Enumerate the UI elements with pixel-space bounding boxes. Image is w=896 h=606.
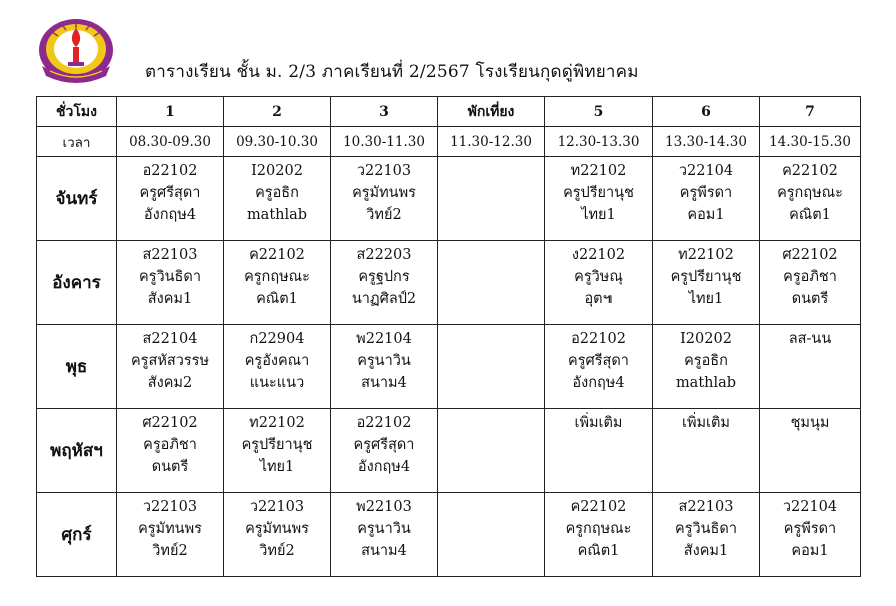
time-cell [331, 127, 438, 157]
subject-name: ดนตรี [151, 459, 189, 475]
period-number: 2 [272, 103, 282, 120]
teacher-name: ครูนาวิน [357, 353, 411, 369]
subject-code: ค22102 [782, 163, 838, 179]
subject-name: สังคม1 [147, 291, 193, 307]
teacher-name: ครูอังคณา [244, 353, 310, 369]
subject-code: ท22102 [570, 163, 627, 179]
subject-name: วิทย์2 [152, 543, 188, 559]
time-range: 14.30-15.30 [769, 133, 851, 150]
time-range: 12.30-13.30 [557, 133, 640, 150]
class-cell [331, 241, 438, 325]
teacher-name: ครูพีรดา [783, 521, 837, 537]
class-cell [438, 493, 545, 577]
subject-code: ศ22102 [782, 247, 838, 263]
teacher-name: ครูปรียานุช [241, 437, 313, 453]
time-cell [653, 127, 760, 157]
teacher-name: ครูศรีสุดา [139, 185, 201, 201]
subject-code: ส22203 [356, 247, 412, 263]
school-logo [36, 16, 116, 84]
class-cell [760, 493, 861, 577]
class-cell [760, 157, 861, 241]
subject-code: ส22103 [678, 499, 734, 515]
timetable-body [37, 97, 861, 577]
day-name-cell [37, 157, 117, 241]
time-cell [545, 127, 653, 157]
day-name-cell [37, 409, 117, 493]
subject-name: คณิต1 [256, 291, 298, 307]
day-row [37, 493, 861, 577]
teacher-name: ครูพีรดา [679, 185, 733, 201]
subject-name: วิทย์2 [259, 543, 295, 559]
subject-code: พ22104 [356, 331, 412, 347]
teacher-name: ครูปรียานุช [563, 185, 634, 201]
subject-name: ไทย1 [259, 459, 295, 475]
class-cell [331, 157, 438, 241]
subject-code: ว22103 [249, 499, 305, 515]
activity-label: ลส-นน [788, 331, 832, 347]
period-header-cell [117, 97, 224, 127]
time-range: 08.30-09.30 [129, 133, 211, 150]
subject-name: วิทย์2 [366, 207, 402, 223]
period-number: 5 [593, 103, 604, 120]
subject-code: ส22104 [142, 331, 198, 347]
activity-label: เพิ่มเติม [574, 415, 623, 431]
day-name: อังคาร [52, 272, 101, 293]
subject-name: สังคม1 [683, 543, 729, 559]
day-row [37, 241, 861, 325]
period-header-cell [760, 97, 861, 127]
class-cell [545, 409, 653, 493]
day-name: พฤหัสฯ [50, 440, 103, 461]
subject-code: ว22103 [142, 499, 198, 515]
subject-code: ก22904 [249, 331, 305, 347]
day-row [37, 325, 861, 409]
class-cell [653, 325, 760, 409]
subject-code: พ22103 [356, 499, 412, 515]
subject-name: สังคม2 [147, 375, 193, 391]
class-cell [438, 241, 545, 325]
time-range: 11.30-12.30 [450, 133, 532, 150]
day-name-cell [37, 241, 117, 325]
subject-code: ง22102 [571, 247, 626, 263]
class-cell [224, 241, 331, 325]
class-cell [224, 325, 331, 409]
time-range: 10.30-11.30 [343, 133, 425, 150]
class-cell [438, 325, 545, 409]
teacher-name: ครูศรีสุดา [353, 437, 415, 453]
class-cell [224, 493, 331, 577]
class-cell [117, 157, 224, 241]
class-cell [224, 409, 331, 493]
class-cell [331, 325, 438, 409]
subject-name: ไทย1 [581, 207, 616, 223]
period-header-cell [545, 97, 653, 127]
subject-code: I20202 [251, 163, 303, 179]
time-cell [224, 127, 331, 157]
teacher-name: ครูมัทนพร [352, 185, 416, 201]
teacher-name: ครูอภิชา [783, 269, 837, 285]
subject-name: อุต๚ [584, 291, 613, 307]
period-header-cell [331, 97, 438, 127]
period-header-cell [224, 97, 331, 127]
time-label-cell [37, 127, 117, 157]
subject-name: คอม1 [791, 543, 829, 559]
class-cell [760, 325, 861, 409]
teacher-name: ครูนาวิน [357, 521, 411, 537]
subject-name: สนาม4 [361, 543, 407, 559]
day-name: จันทร์ [55, 188, 98, 209]
period-header-cell [438, 97, 545, 127]
subject-name: อังกฤษ4 [143, 207, 197, 223]
teacher-name: ครูกฤษณะ [777, 185, 843, 201]
subject-name: อังกฤษ4 [572, 375, 625, 391]
class-cell [117, 325, 224, 409]
day-name: พุธ [65, 356, 88, 377]
period-number: 3 [379, 103, 389, 120]
subject-code: ท22102 [678, 247, 734, 263]
subject-name: อังกฤษ4 [357, 459, 411, 475]
subject-code: ส22103 [142, 247, 198, 263]
class-cell [760, 409, 861, 493]
class-cell [545, 241, 653, 325]
class-cell [653, 157, 760, 241]
page-title: ตารางเรียน ชั้น ม. 2/3 ภาคเรียนที่ 2/2567 โรงเรียนกุดดู่พิทยาคม [145, 62, 639, 82]
subject-code: I20202 [680, 331, 732, 347]
teacher-name: ครูวินธิดา [139, 269, 201, 285]
period-number: 6 [701, 103, 711, 120]
header-corner-cell [37, 97, 117, 127]
period-number: 7 [805, 103, 815, 120]
teacher-name: ครูมัทนพร [245, 521, 309, 537]
period-number: 1 [165, 103, 175, 120]
time-row [37, 127, 861, 157]
subject-code: อ22102 [571, 331, 626, 347]
subject-code: ท22102 [249, 415, 305, 431]
class-cell [331, 409, 438, 493]
subject-code: ค22102 [570, 499, 627, 515]
timetable [36, 96, 861, 577]
subject-name: คอม1 [687, 207, 725, 223]
activity-label: ชุมนุม [790, 415, 830, 431]
teacher-name: ครูฐปกร [358, 269, 410, 285]
subject-code: ว22103 [356, 163, 412, 179]
subject-name: ไทย1 [688, 291, 724, 307]
header-corner-label: ชั่วโมง [56, 103, 97, 120]
subject-code: ค22102 [249, 247, 305, 263]
day-name: ศุกร์ [61, 524, 92, 545]
subject-code: อ22102 [356, 415, 412, 431]
subject-name: mathlab [246, 207, 308, 223]
class-cell [545, 493, 653, 577]
day-row [37, 409, 861, 493]
time-label: เวลา [62, 134, 91, 151]
subject-code: ศ22102 [142, 415, 198, 431]
subject-code: ว22104 [782, 499, 838, 515]
subject-name: คณิต1 [789, 207, 831, 223]
teacher-name: ครูกฤษณะ [565, 521, 632, 537]
class-cell [438, 409, 545, 493]
activity-label: เพิ่มเติม [681, 415, 730, 431]
class-cell [545, 325, 653, 409]
period-number: พักเที่ยง [467, 103, 515, 120]
class-cell [653, 493, 760, 577]
subject-name: คณิต1 [577, 543, 620, 559]
class-cell [438, 157, 545, 241]
subject-name: ดนตรี [791, 291, 829, 307]
subject-name: แนะแนว [249, 375, 305, 391]
subject-code: อ22102 [142, 163, 198, 179]
teacher-name: ครูอธิก [255, 185, 299, 201]
subject-name: mathlab [675, 375, 737, 391]
teacher-name: ครูอภิชา [143, 437, 197, 453]
class-cell [117, 241, 224, 325]
time-cell [117, 127, 224, 157]
teacher-name: ครูมัทนพร [138, 521, 202, 537]
class-cell [653, 409, 760, 493]
class-cell [331, 493, 438, 577]
subject-name: สนาม4 [361, 375, 407, 391]
class-cell [545, 157, 653, 241]
teacher-name: ครูกฤษณะ [244, 269, 310, 285]
day-name-cell [37, 325, 117, 409]
teacher-name: ครูสหัสวรรษ [130, 353, 210, 369]
teacher-name: ครูวินธิดา [675, 521, 737, 537]
teacher-name: ครูศรีสุดา [568, 353, 629, 369]
day-name-cell [37, 493, 117, 577]
class-cell [653, 241, 760, 325]
time-range: 09.30-10.30 [236, 133, 318, 150]
class-cell [117, 493, 224, 577]
teacher-name: ครูวิษณุ [574, 269, 623, 285]
subject-code: ว22104 [678, 163, 734, 179]
class-cell [760, 241, 861, 325]
class-cell [117, 409, 224, 493]
time-range: 13.30-14.30 [665, 133, 747, 150]
teacher-name: ครูปรียานุช [670, 269, 742, 285]
subject-name: นาฏศิลป์2 [351, 291, 417, 307]
period-header-cell [653, 97, 760, 127]
teacher-name: ครูอธิก [684, 353, 728, 369]
day-row [37, 157, 861, 241]
class-cell [224, 157, 331, 241]
header-row [37, 97, 861, 127]
time-cell [438, 127, 545, 157]
time-cell [760, 127, 861, 157]
